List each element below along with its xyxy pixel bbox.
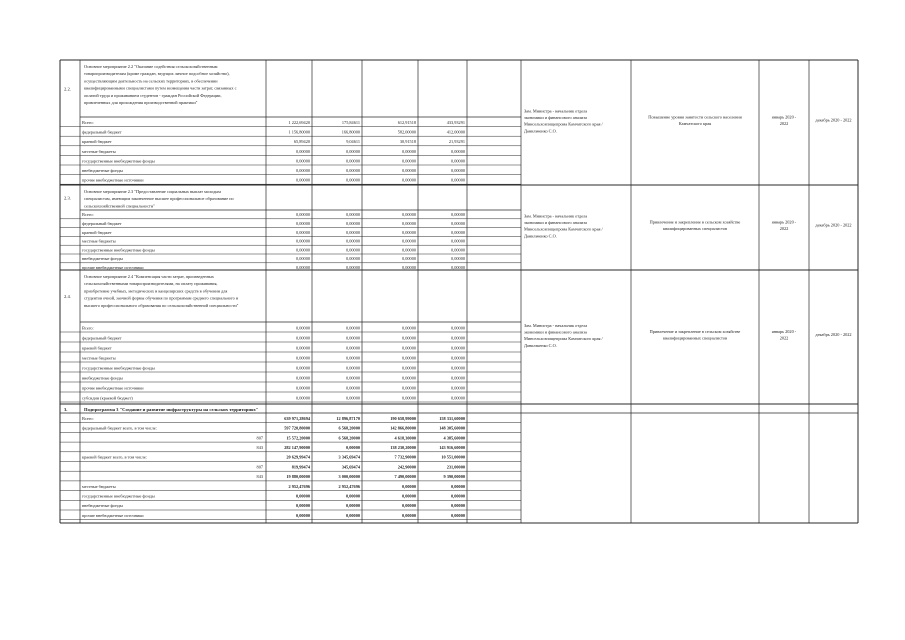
block-title-line: приобретение учебных, методических и канцелярских средств в обучении для	[84, 288, 228, 294]
value-cell: 0,00000	[346, 445, 360, 450]
row-label: субсидии (краевой бюджет)	[82, 395, 133, 401]
row-label: местные бюджеты	[82, 483, 116, 489]
end-date: декабрь 2020 - 2022	[815, 117, 852, 123]
value-cell: 1 222,69420	[288, 120, 310, 125]
value-cell: 0,00000	[296, 168, 310, 173]
value-cell: 9 390,00000	[443, 474, 465, 480]
value-cell: 0,00000	[346, 247, 360, 253]
row-label: федеральный бюджет всего, в том числе:	[82, 425, 157, 431]
value-cell: 0,00000	[402, 483, 416, 489]
block-number: 2.4.	[64, 294, 71, 299]
value-cell: 0,00000	[346, 395, 360, 401]
row-label: местные бюджеты	[82, 148, 116, 154]
value-cell: 0,00000	[451, 355, 465, 361]
start-date-line: 2022	[779, 121, 789, 127]
value-cell: 166,80000	[341, 129, 360, 135]
value-cell: 0,00000	[296, 493, 310, 499]
expected-result-line: Привлечение и закрепление в сельском хозяйстве	[649, 219, 741, 225]
value-cell: 2 952,47696	[338, 483, 360, 489]
value-cell: 0,00000	[451, 247, 465, 253]
value-cell: 148 305,60000	[439, 425, 465, 431]
value-cell: 0,00000	[451, 385, 465, 391]
row-label: прочие внебюджетные источники	[82, 177, 144, 183]
value-cell: 0,00000	[346, 238, 360, 244]
value-cell: 0,00000	[296, 503, 310, 509]
value-cell: 0,00000	[346, 335, 360, 341]
value-cell: 158 331,60000	[439, 415, 465, 421]
block-title-line: высшего профессионального образования по сельскохозяйственной специальности"	[84, 302, 239, 308]
responsible-executor-line: экономики и финансового анализа	[524, 220, 587, 226]
row-label: краевой бюджет всего, в том числе:	[82, 454, 147, 460]
responsible-executor-line: Данильченко С.О.	[524, 342, 557, 348]
value-cell: 0,00000	[402, 256, 416, 262]
start-date-line: январь 2020 -	[771, 329, 797, 334]
value-cell: 0,00000	[296, 395, 310, 401]
value-cell: 0,00000	[451, 483, 465, 489]
value-cell: 0,00000	[451, 229, 465, 235]
value-cell: 0,00000	[451, 512, 465, 518]
row-label: федеральный бюджет	[82, 221, 122, 226]
value-cell: 0,00000	[402, 365, 416, 371]
value-cell: 0,00000	[402, 212, 416, 218]
value-cell: 231,00000	[446, 464, 465, 470]
start-date-line: январь 2020 -	[771, 219, 797, 225]
value-cell: 7 732,90000	[394, 454, 416, 460]
value-cell: 1 156,80000	[288, 129, 310, 135]
value-cell: 0,00000	[451, 395, 465, 401]
value-cell: 0,00000	[346, 355, 360, 361]
end-date: декабрь 2020 - 2022	[815, 222, 852, 228]
value-cell: 190 658,99000	[390, 415, 416, 421]
row-label: государственные внебюджетные фонды	[82, 493, 155, 499]
value-cell: 0,00000	[402, 158, 416, 164]
value-cell: 0,00000	[451, 493, 465, 499]
value-cell: 0,00000	[296, 247, 310, 253]
value-cell: 0,00000	[296, 512, 310, 518]
row-label: федеральный бюджет	[82, 129, 122, 135]
value-cell: 0,00000	[346, 265, 360, 270]
value-cell: 0,00000	[402, 493, 416, 499]
value-cell: 0,00000	[402, 221, 416, 226]
value-cell: 282 147,90000	[284, 445, 310, 450]
value-cell: 612,91518	[397, 120, 416, 125]
value-cell: 19 880,00000	[286, 474, 310, 480]
block-title-line: привлеченных для прохождения производственной практики"	[84, 100, 198, 105]
expected-result-line: квалифицированных специалистов	[662, 226, 728, 232]
value-cell: 0,00000	[296, 335, 310, 341]
value-cell: 433,93291	[446, 120, 465, 125]
value-cell: 0,00000	[346, 177, 360, 183]
value-cell: 0,00000	[451, 365, 465, 371]
row-label: внебюджетные фонды	[82, 503, 123, 509]
value-cell: 0,00000	[402, 247, 416, 253]
start-date-line: 2022	[779, 335, 789, 341]
value-cell: 819,99474	[291, 464, 310, 470]
responsible-executor-line: Данильченко С.О.	[524, 128, 557, 134]
row-label: внебюджетные фонды	[82, 256, 123, 262]
value-cell: 0,00000	[346, 385, 360, 391]
value-cell: 0,00000	[296, 212, 310, 218]
value-cell: 0,00000	[296, 355, 310, 361]
block-title-line: квалифицированными специалистами путем возмещения части затрат, связанных с	[84, 85, 237, 91]
value-cell: 7 490,00000	[394, 474, 416, 480]
value-cell: 30,91518	[399, 139, 416, 145]
start-date-line: январь 2020 -	[771, 114, 797, 120]
expected-result-line: Камчатского края	[678, 121, 712, 127]
value-cell: 0,00000	[296, 256, 310, 262]
block-title-line: студентов очной, заочной формы обучения по программам среднего специального и	[84, 295, 239, 301]
value-cell: 0,00000	[402, 325, 416, 331]
value-cell: 0,00000	[346, 256, 360, 262]
expected-result-line: Привлечение и закрепление в сельском хозяйстве	[649, 329, 741, 334]
responsible-executor-line: Зам. Министра - начальник отдела	[524, 213, 588, 219]
row-label: Всего:	[82, 212, 94, 218]
responsible-executor-line: экономики и финансового анализа	[524, 115, 587, 121]
value-cell: 0,00000	[402, 177, 416, 183]
value-cell: 0,00000	[451, 325, 465, 331]
budget-code: 843	[256, 445, 263, 450]
row-label: государственные внебюджетные фонды	[82, 158, 155, 164]
value-cell: 582,00000	[397, 129, 416, 135]
value-cell: 0,00000	[402, 355, 416, 361]
block-title-line: сельскохозяйственной специальности"	[84, 203, 155, 209]
value-cell: 0,00000	[451, 168, 465, 173]
value-cell: 0,00000	[402, 148, 416, 154]
value-cell: 0,00000	[451, 265, 465, 270]
value-cell: 0,00000	[346, 493, 360, 499]
value-cell: 6 568,20000	[338, 425, 360, 431]
value-cell: 0,00000	[346, 212, 360, 218]
value-cell: 0,00000	[296, 385, 310, 391]
value-cell: 0,00000	[451, 221, 465, 226]
value-cell: 9,04611	[346, 139, 360, 145]
block-title-line: Основное мероприятие 2.4 "Компенсация части затрат, произведенных	[84, 274, 214, 279]
value-cell: 0,00000	[346, 375, 360, 381]
row-label: прочие внебюджетные источники	[82, 385, 144, 391]
value-cell: 0,00000	[451, 148, 465, 154]
value-cell: 2 952,47696	[288, 483, 310, 489]
value-cell: 0,00000	[346, 158, 360, 164]
value-cell: 4 618,30000	[394, 435, 416, 441]
value-cell: 0,00000	[346, 345, 360, 351]
value-cell: 0,00000	[296, 265, 310, 270]
block-title-line: Основное мероприятие 2.3 "Предоставление социальных выплат молодым	[84, 189, 221, 194]
value-cell: 0,00000	[451, 375, 465, 381]
start-date-line: 2022	[779, 226, 789, 232]
value-cell: 0,00000	[451, 212, 465, 218]
value-cell: 0,00000	[402, 238, 416, 244]
value-cell: 4 385,60000	[443, 435, 465, 441]
value-cell: 0,00000	[296, 375, 310, 381]
value-cell: 0,00000	[296, 365, 310, 371]
value-cell: 0,00000	[296, 177, 310, 183]
value-cell: 21,93291	[448, 139, 465, 145]
value-cell: 0,00000	[402, 375, 416, 381]
value-cell: 0,00000	[402, 512, 416, 518]
value-cell: 0,00000	[451, 158, 465, 164]
row-label: внебюджетные фонды	[82, 375, 123, 381]
value-cell: 0,00000	[451, 256, 465, 262]
value-cell: 143 916,60000	[439, 445, 465, 450]
value-cell: 6 568,20000	[338, 435, 360, 441]
value-cell: 0,00000	[451, 177, 465, 183]
expected-result-line: Повышение уровня занятости сельского населения	[648, 114, 742, 120]
value-cell: 0,00000	[296, 229, 310, 235]
value-cell: 3 345,69474	[338, 454, 360, 460]
value-cell: 345,69474	[341, 464, 360, 470]
responsible-executor-line: Минсельхозпищепрома Камчатского края /	[524, 121, 603, 127]
value-cell: 15 572,20000	[286, 435, 310, 441]
block-title-line: осуществляющим деятельность на сельских территориях, в обеспечении	[84, 78, 218, 84]
row-label: краевой бюджет	[82, 345, 112, 351]
value-cell: 175,84611	[341, 120, 360, 125]
value-cell: 0,00000	[296, 158, 310, 164]
value-cell: 0,00000	[451, 335, 465, 341]
block-title-line: оплатой труда и проживанием студентов - граждан Российской Федерации,	[84, 92, 222, 98]
row-label: местные бюджеты	[82, 355, 116, 361]
block-number: 2.2.	[64, 86, 71, 92]
value-cell: 0,00000	[346, 229, 360, 235]
value-cell: 0,00000	[296, 325, 310, 331]
value-cell: 20 629,99474	[286, 454, 310, 460]
value-cell: 0,00000	[402, 229, 416, 235]
value-cell: 0,00000	[296, 345, 310, 351]
value-cell: 0,00000	[296, 238, 310, 244]
value-cell: 0,00000	[402, 503, 416, 509]
value-cell: 412,00000	[446, 129, 465, 135]
row-label: государственные внебюджетные фонды	[82, 247, 155, 253]
budget-code: 807	[256, 435, 263, 441]
row-label: Всего:	[82, 120, 94, 125]
row-label: Всего:	[82, 415, 94, 421]
value-cell: 242,90000	[397, 464, 416, 470]
value-cell: 142 866,80000	[390, 425, 416, 431]
value-cell: 12 896,87170	[336, 415, 360, 421]
budget-code: 807	[256, 464, 263, 470]
responsible-executor-line: Минсельхозпищепрома Камчатского края /	[524, 226, 603, 232]
value-cell: 0,00000	[296, 148, 310, 154]
responsible-executor-line: экономики и финансового анализа	[524, 329, 587, 335]
value-cell: 0,00000	[451, 238, 465, 244]
block-number: 2.3.	[64, 195, 71, 201]
value-cell: 0,00000	[346, 503, 360, 509]
responsible-executor-line: Зам. Министра - начальник отдела	[524, 108, 588, 114]
value-cell: 0,00000	[451, 345, 465, 351]
value-cell: 0,00000	[346, 168, 360, 173]
value-cell: 0,00000	[346, 221, 360, 226]
value-cell: 0,00000	[402, 265, 416, 270]
value-cell: 0,00000	[402, 168, 416, 173]
value-cell: 0,00000	[346, 365, 360, 371]
block-title-line: специалистам, имеющим законченное высшее профессиональное образование по	[84, 196, 234, 202]
row-label: прочие внебюджетные источники	[82, 512, 144, 518]
value-cell: 10 551,00000	[441, 454, 465, 460]
value-cell: 0,00000	[402, 335, 416, 341]
row-label: внебюджетные фонды	[82, 168, 123, 173]
row-label: Всего:	[82, 325, 94, 331]
budget-code: 843	[256, 474, 263, 480]
value-cell: 0,00000	[296, 221, 310, 226]
row-label: краевой бюджет	[82, 229, 112, 235]
value-cell: 0,00000	[346, 148, 360, 154]
value-cell: 0,00000	[402, 345, 416, 351]
value-cell: 0,00000	[451, 503, 465, 509]
value-cell: 0,00000	[402, 395, 416, 401]
responsible-executor-line: Зам. Министра - начальник отдела	[524, 323, 588, 328]
subprogram-number: 3.	[64, 407, 68, 412]
value-cell: 3 000,00000	[338, 474, 360, 480]
value-cell: 0,00000	[346, 325, 360, 331]
row-label: краевой бюджет	[82, 139, 112, 145]
value-cell: 65,89420	[293, 139, 310, 145]
row-label: государственные внебюджетные фонды	[82, 365, 155, 371]
expected-result-line: квалифицированных специалистов	[662, 335, 728, 341]
row-label: местные бюджеты	[82, 238, 116, 244]
value-cell: 597 720,80000	[284, 425, 310, 431]
block-title-line: товаропроизводителям (кроме граждан, ведущих личное подсобное хозяйство),	[84, 71, 230, 77]
value-cell: 0,00000	[402, 385, 416, 391]
responsible-executor-line: Данильченко С.О.	[524, 233, 557, 239]
block-title-line: Основное мероприятие 2.2 "Оказание содействия сельскохозяйственным	[84, 64, 218, 69]
block-title-line: сельскохозяйственными товаропроизводителями, на оплату проживания,	[84, 281, 218, 287]
row-label: прочие внебюджетные источники	[82, 265, 144, 270]
row-label: федеральный бюджет	[82, 335, 122, 341]
value-cell: 0,00000	[346, 512, 360, 518]
value-cell: 138 230,20000	[390, 445, 416, 450]
responsible-executor-line: Минсельхозпищепрома Камчатского края /	[524, 336, 603, 342]
end-date: декабрь 2020 - 2022	[815, 332, 852, 337]
value-cell: 639 971,28694	[284, 415, 310, 421]
subprogram-title: Подпрограмма 3 "Создание и развитие инфраструктуры на сельских территориях"	[84, 407, 259, 412]
